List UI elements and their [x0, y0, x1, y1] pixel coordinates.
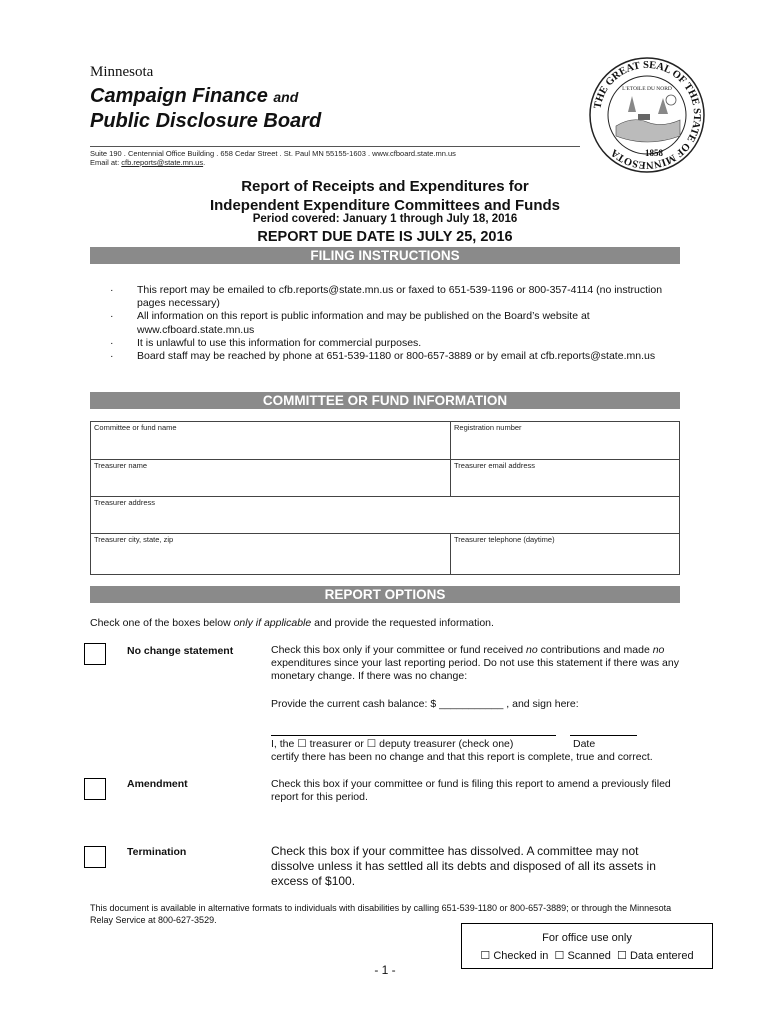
cash-balance-line: Provide the current cash balance: $ ___________ , and sign here: — [271, 698, 579, 710]
report-title — [0, 177, 770, 215]
no-change-checkbox[interactable] — [84, 643, 106, 665]
seal-year: 1858 — [645, 148, 663, 158]
state-name: Minnesota — [90, 64, 154, 80]
checked-in-label: Checked in — [493, 950, 549, 962]
board-name — [90, 84, 321, 133]
alternative-formats-note: This document is available in alternative formats to individuals with disabilities by calling 651-539-1180 or 800-657-3889; or through the Minnesota Relay Service at 800-627-3529. — [90, 903, 672, 925]
instruction-item: · This report may be emailed to cfb.reports@state.mn.us or faxed to 651-539-1196 or 800-357-4114 (no instruction pages necessary) — [110, 284, 670, 310]
report-title-line1: Report of Receipts and Expenditures for — [241, 178, 529, 195]
report-options-heading: REPORT OPTIONS — [90, 586, 680, 603]
instruction-item: · All information on this report is public information and may be published on the Board’s website at www.cfboard.state.mn.us — [110, 310, 670, 336]
instruction-item: · Board staff may be reached by phone at 651-539-1180 or 800-657-3889 or by email at cfb.reports@state.mn.us — [110, 350, 670, 363]
treasurer-address-field[interactable]: Treasurer address — [91, 497, 679, 534]
committee-info-heading: COMMITTEE OR FUND INFORMATION — [90, 392, 680, 409]
office-use-title: For office use only — [542, 932, 632, 944]
amendment-label: Amendment — [127, 778, 188, 790]
committee-name-field[interactable]: Committee or fund name — [91, 422, 451, 460]
registration-number-field[interactable]: Registration number — [451, 422, 679, 460]
checked-in-checkbox-icon[interactable]: ☐ — [480, 950, 491, 962]
state-seal-icon — [588, 56, 706, 174]
board-line2: Public Disclosure Board — [90, 110, 322, 132]
committee-info-grid — [90, 421, 680, 575]
due-date: REPORT DUE DATE IS JULY 25, 2016 — [257, 229, 513, 245]
board-and: and — [273, 89, 299, 105]
deputy-checkbox-icon[interactable]: ☐ — [366, 738, 377, 750]
date-label: Date — [573, 738, 596, 750]
page-number: - 1 - — [374, 963, 396, 977]
date-line[interactable] — [570, 735, 637, 736]
office-use-checks — [462, 949, 712, 962]
termination-label: Termination — [127, 846, 187, 858]
treasurer-checkbox-icon[interactable]: ☐ — [297, 738, 307, 750]
board-line1: Campaign Finance — [90, 85, 268, 107]
intro-italic: only if applicable — [233, 617, 312, 629]
email-suffix: . — [203, 158, 206, 167]
amendment-checkbox[interactable] — [84, 778, 106, 800]
treasurer-name-field[interactable]: Treasurer name — [91, 460, 451, 497]
board-address — [90, 149, 456, 167]
certify-text: certify there has been no change and that this report is complete, true and correct. — [271, 751, 653, 763]
data-entered-label: Data entered — [629, 950, 694, 962]
filing-instructions-list — [110, 284, 670, 363]
address-text: Suite 190 . Centennial Office Building . 658 Cedar Street . St. Paul MN 55155-1603 . www.cfboard.state.mn.us — [90, 149, 456, 158]
signature-caption: I, the ☐ treasurer or ☐ deputy treasurer (check one) — [271, 738, 514, 750]
seal-ring-text: THE GREAT SEAL OF THE STATE OF MINNESOTA — [592, 59, 703, 171]
intro-text: Check one of the boxes below — [90, 617, 234, 629]
signature-line[interactable] — [271, 735, 556, 736]
cash-balance-blank[interactable]: ___________ — [439, 698, 504, 710]
period-covered: Period covered: January 1 through July 18, 2016 — [252, 213, 518, 225]
termination-checkbox[interactable] — [84, 846, 106, 868]
seal-motto: L'ETOILE DU NORD — [622, 86, 672, 92]
report-title-line2: Independent Expenditure Committees and Funds — [209, 197, 561, 214]
no-change-label: No change statement — [127, 645, 234, 657]
no-change-description: Check this box only if your committee or fund received no contributions and made no expenditures since your last reporting period. Do not use this statement if there was any monetary change. If there was no change: — [271, 644, 679, 683]
scanned-checkbox-icon[interactable]: ☐ — [554, 950, 565, 962]
intro-text-end: and provide the requested information. — [311, 617, 494, 629]
options-intro — [90, 617, 494, 629]
email-link[interactable]: cfb.reports@state.mn.us — [121, 158, 204, 167]
data-entered-checkbox-icon[interactable]: ☐ — [617, 950, 627, 962]
instruction-item: · It is unlawful to use this information for commercial purposes. — [110, 337, 670, 350]
termination-description: Check this box if your committee has dissolved. A committee may not dissolve unless it has settled all its debts and disposed of all its assets in excess of $100. — [271, 844, 656, 888]
filing-instructions-heading: FILING INSTRUCTIONS — [90, 247, 680, 264]
header-divider — [90, 146, 580, 147]
treasurer-phone-field[interactable]: Treasurer telephone (daytime) — [454, 535, 555, 544]
amendment-description: Check this box if your committee or fund is filing this report to amend a previously filed report for this period. — [271, 778, 671, 804]
treasurer-email-field[interactable]: Treasurer email address — [451, 460, 679, 497]
treasurer-city-field[interactable]: Treasurer city, state, zip — [91, 534, 451, 574]
email-prefix: Email at: — [90, 158, 120, 167]
scanned-label: Scanned — [567, 950, 611, 962]
